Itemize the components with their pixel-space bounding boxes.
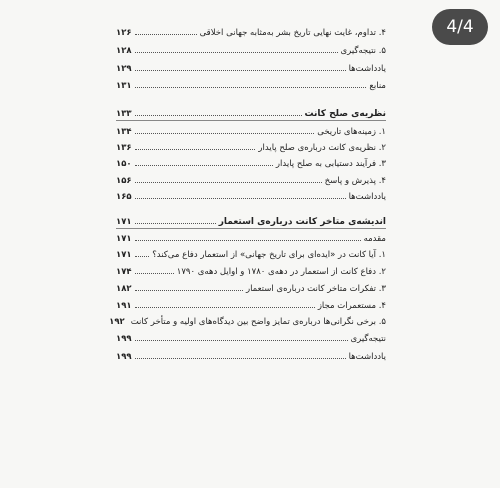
toc-chapter-heading <box>116 211 386 227</box>
toc-entry <box>109 311 386 327</box>
toc-entry-title: یادداشت‌ها <box>348 192 386 202</box>
toc-entry <box>116 244 386 260</box>
dot-leader <box>135 272 174 274</box>
toc-entry <box>116 58 386 74</box>
toc-entry <box>116 137 386 153</box>
toc-entry-page: ۱۶۵ <box>116 192 132 202</box>
toc-entry-page: ۱۵۰ <box>116 159 132 169</box>
toc-entry-page: ۱۹۲ <box>109 317 125 327</box>
toc-entry-page: ۱۷۱ <box>116 217 132 227</box>
toc-entry-title: ۴. تداوم، غایت نهایی تاریخ بشر به‌مثابه جهانی اخلاقی <box>199 28 386 38</box>
toc-entry-title: اندیشه‌ی متاخر کانت درباره‌ی استعمار <box>218 217 386 227</box>
toc-entry-page: ۱۸۲ <box>116 284 132 294</box>
toc-entry-page: ۱۷۱ <box>116 234 132 244</box>
toc-entry-title: ۳. تفکرات متاخر کانت درباره‌ی استعمار <box>245 284 386 294</box>
toc-entry <box>116 153 386 169</box>
toc-entry <box>116 278 386 294</box>
toc-entry-title: ۵. نتیجه‌گیری <box>340 46 386 56</box>
dot-leader <box>135 289 243 291</box>
dot-leader <box>135 86 367 88</box>
toc-entry <box>116 186 386 202</box>
toc-entry-page: ۱۳۶ <box>116 143 132 153</box>
dot-leader <box>135 114 302 116</box>
dot-leader <box>135 222 216 224</box>
toc-entry-title: منابع <box>369 81 386 91</box>
toc-entry-title: یادداشت‌ها <box>348 352 386 362</box>
dot-leader <box>135 132 315 134</box>
toc-entry-title: ۴. پذیرش و پاسخ <box>324 176 386 186</box>
toc-entry <box>116 170 386 186</box>
dot-leader <box>135 51 338 53</box>
toc-entry-page: ۱۷۴ <box>116 267 132 277</box>
toc-entry-page: ۱۳۳ <box>116 109 132 119</box>
dot-leader <box>135 239 361 241</box>
toc-entry-page: ۱۷۱ <box>116 250 132 260</box>
dot-leader <box>135 255 150 257</box>
toc-entry <box>116 40 386 56</box>
dot-leader <box>135 306 315 308</box>
toc-entry-title: ۲. دفاع کانت از استعمار در دهه‌ی ۱۷۸۰ و اوایل دهه‌ی ۱۷۹۰ <box>176 267 386 277</box>
toc-entry-title: ۲. نظریه‌ی کانت درباره‌ی صلح پایدار <box>258 143 386 153</box>
toc-chapter-heading <box>116 103 386 119</box>
toc-entry-title: یادداشت‌ها <box>348 64 386 74</box>
toc-entry-page: ۱۲۹ <box>116 64 132 74</box>
toc-entry <box>116 328 386 344</box>
toc-entry-page: ۱۹۱ <box>116 301 132 311</box>
dot-leader <box>135 357 346 359</box>
page-counter-badge: 4/4 <box>432 9 488 45</box>
toc-entry-page: ۱۵۶ <box>116 176 132 186</box>
table-of-contents <box>109 0 386 488</box>
dot-leader <box>135 197 346 199</box>
toc-entry-page: ۱۳۴ <box>116 127 132 137</box>
toc-entry-title: ۵. برخی نگرانی‌ها درباره‌ی تمایز واضح بین دیدگاه‌های اولیه و متأخر کانت <box>130 317 386 327</box>
toc-entry-title: نظریه‌ی صلح کانت <box>304 109 386 119</box>
dot-leader <box>135 164 273 166</box>
toc-entry <box>116 346 386 362</box>
dot-leader <box>135 148 256 150</box>
toc-entry-page: ۱۲۶ <box>116 28 132 38</box>
dot-leader <box>135 69 346 71</box>
toc-entry-page: ۱۳۱ <box>116 81 132 91</box>
toc-entry-title: ۴. مستعمرات مجاز <box>317 301 386 311</box>
toc-entry-title: ۳. فرآیند دستیابی به صلح پایدار <box>275 159 386 169</box>
toc-entry-page: ۱۲۸ <box>116 46 132 56</box>
toc-entry <box>116 75 386 91</box>
toc-entry-title: نتیجه‌گیری <box>350 334 386 344</box>
dot-leader <box>135 181 322 183</box>
toc-entry-page: ۱۹۹ <box>116 352 132 362</box>
toc-entry <box>116 228 386 244</box>
toc-entry-page: ۱۹۹ <box>116 334 132 344</box>
toc-entry <box>116 295 386 311</box>
dot-leader <box>135 339 348 341</box>
toc-entry <box>116 121 386 137</box>
dot-leader <box>135 33 197 35</box>
toc-entry <box>116 261 386 277</box>
toc-entry-title: ۱. آیا کانت در «ایده‌ای برای تاریخ جهانی» از استعمار دفاع می‌کند؟ <box>152 250 386 260</box>
toc-entry-title: مقدمه <box>363 234 386 244</box>
toc-entry <box>116 22 386 38</box>
toc-entry-title: ۱. زمینه‌های تاریخی <box>317 127 386 137</box>
